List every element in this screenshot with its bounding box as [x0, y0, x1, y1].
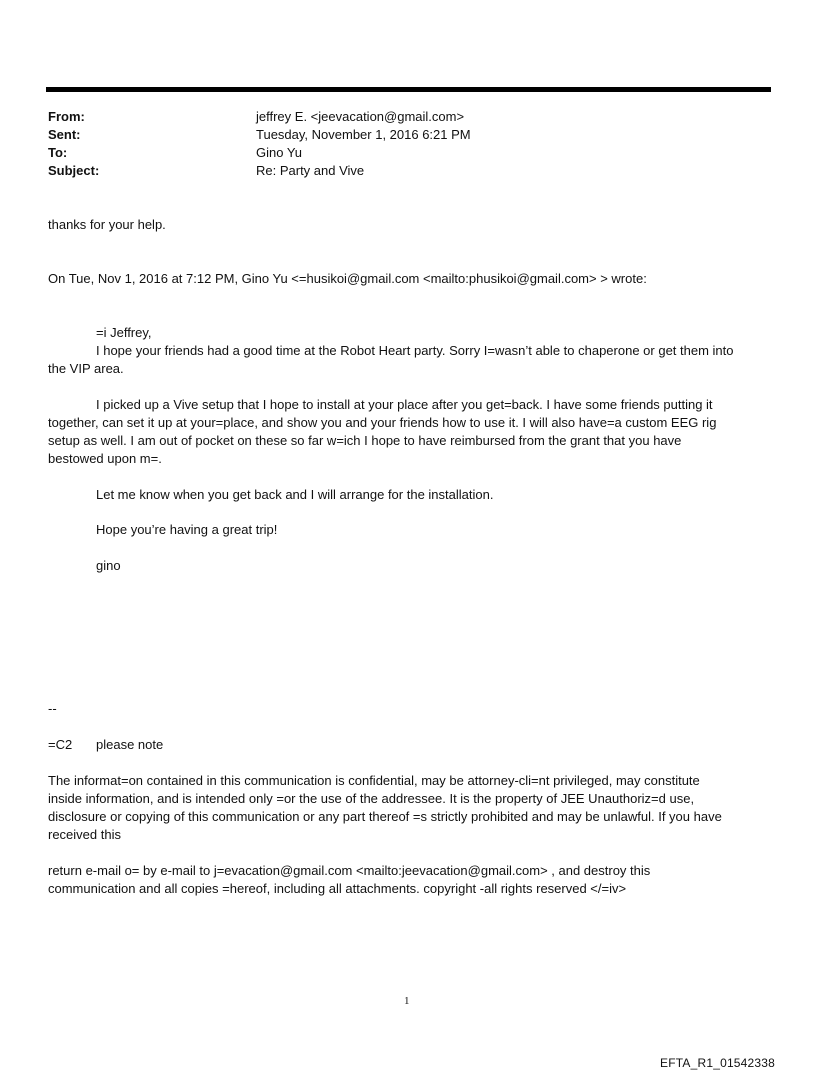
sent-label: Sent:: [48, 127, 81, 142]
return-line-1: return e-mail o= by e-mail to j=evacation@gmail.com <mailto:jeevacation@gmail.com> , and destroy this: [48, 863, 651, 878]
confidentiality-line-4: received this: [48, 827, 121, 842]
note-code: =C2: [48, 737, 73, 752]
page-number: 1: [404, 995, 410, 1007]
email-header: [48, 108, 748, 180]
note-text: please note: [96, 737, 164, 752]
paragraph-2-line-1: I picked up a Vive setup that I hope to install at your place after you get=back. I have some friends putting it: [96, 397, 713, 412]
paragraph-3: Let me know when you get back and I will arrange for the installation.: [96, 487, 494, 502]
paragraph-1-line-2: the VIP area.: [48, 361, 124, 376]
confidentiality-line-2: inside information, and is intended only =or the use of the addressee. It is the property of JEE Unauthoriz=d use,: [48, 791, 695, 806]
from-value: jeffrey E. <jeevacation@gmail.com>: [256, 109, 465, 124]
from-label: From:: [48, 109, 85, 124]
paragraph-2-line-2: together, can set it up at your=place, and show you and your friends how to use it. I will also have=a custom EEG rig: [48, 415, 717, 430]
greeting: =i Jeffrey,: [96, 325, 152, 340]
header-rule: [46, 87, 771, 92]
return-line-2: communication and all copies =hereof, including all attachments. copyright -all rights reserved </=iv>: [48, 881, 627, 896]
quote-intro: On Tue, Nov 1, 2016 at 7:12 PM, Gino Yu <=husikoi@gmail.com <mailto:phusikoi@gmail.com> > wrote:: [48, 271, 647, 286]
subject-label: Subject:: [48, 163, 100, 178]
paragraph-1-line-1: I hope your friends had a good time at the Robot Heart party. Sorry I=wasn’t able to chaperone or get them into: [96, 343, 734, 358]
to-value: Gino Yu: [256, 145, 303, 160]
signoff: gino: [96, 558, 121, 573]
sent-value: Tuesday, November 1, 2016 6:21 PM: [256, 127, 471, 142]
signature-dashes: --: [48, 701, 57, 716]
confidentiality-line-3: disclosure or copying of this communication or any part thereof =s strictly prohibited and may be unlawful. If you have: [48, 809, 722, 824]
paragraph-2-line-3: setup as well. I am out of pocket on these so far w=ich I hope to have reimbursed from the grant that you have: [48, 433, 682, 448]
bates-number: EFTA_R1_01542338: [660, 1056, 776, 1070]
to-label: To:: [48, 145, 68, 160]
paragraph-2-line-4: bestowed upon m=.: [48, 451, 162, 466]
confidentiality-line-1: The informat=on contained in this communication is confidential, may be attorney-cli=nt privileged, may constitute: [48, 773, 700, 788]
subject-value: Re: Party and Vive: [256, 163, 365, 178]
paragraph-4: Hope you’re having a great trip!: [96, 522, 278, 537]
reply-text: thanks for your help.: [48, 217, 166, 232]
